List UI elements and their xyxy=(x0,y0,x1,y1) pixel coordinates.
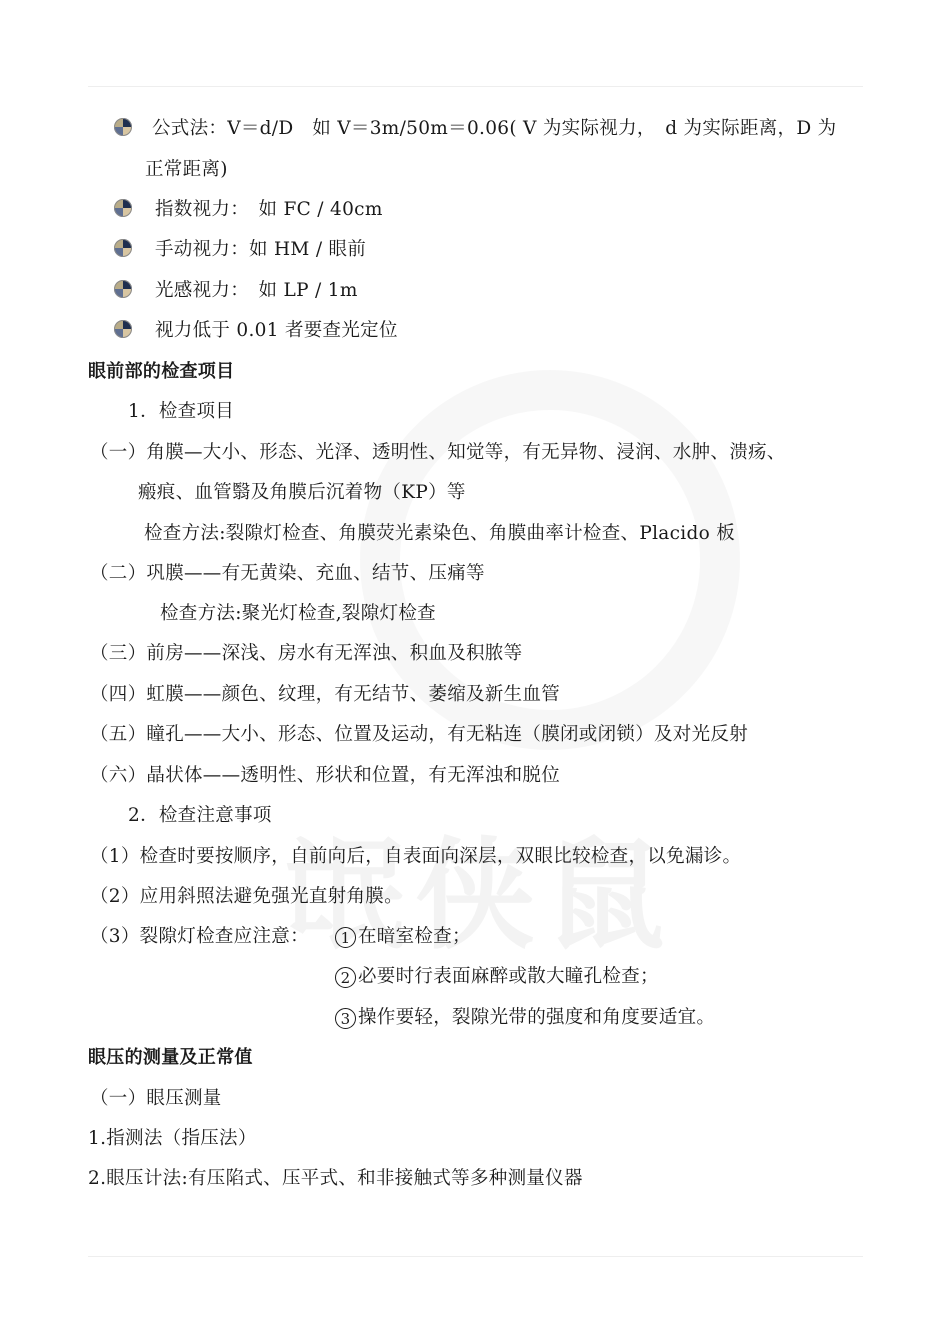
bullet-icon xyxy=(114,280,132,298)
note-1: （1）检查时要按顺序，自前向后，自表面向深层，双眼比较检查，以免漏诊。 xyxy=(90,846,742,867)
bullet-icon xyxy=(114,118,132,136)
cornea-line-1: （一）角膜—大小、形态、光泽、透明性、知觉等，有无异物、浸润、水肿、溃疡、 xyxy=(90,442,786,463)
light-perception-item: 光感视力： 如 LP / 1m xyxy=(155,280,358,301)
top-rule xyxy=(88,86,863,87)
note-3-label: （3）裂隙灯检查应注意： xyxy=(90,926,309,947)
bullet-icon xyxy=(114,320,132,338)
iop-method-2: 2.眼压计法:有压陷式、压平式、和非接触式等多种测量仪器 xyxy=(88,1168,583,1189)
cornea-line-2: 瘢痕、血管翳及角膜后沉着物（KP）等 xyxy=(138,482,466,503)
formula-line-1: 公式法：V＝d/D 如 V＝3m/50m＝0.06( V 为实际视力， d 为实际距离，D 为 xyxy=(152,118,837,139)
note-2: （2）应用斜照法避免强光直射角膜。 xyxy=(90,886,403,907)
lens-item: （六）晶状体——透明性、形状和位置，有无浑浊和脱位 xyxy=(90,765,561,786)
chamber-item: （三）前房——深浅、房水有无浑浊、积血及积脓等 xyxy=(90,643,523,664)
note-3-item xyxy=(335,1007,715,1029)
formula-line-2: 正常距离) xyxy=(145,159,228,180)
anterior-heading: 眼前部的检查项目 xyxy=(88,361,235,382)
circled-number: 1 xyxy=(335,927,356,948)
finger-count-item: 指数视力： 如 FC / 40cm xyxy=(155,199,383,220)
pupil-item: （五）瞳孔——大小、形态、位置及运动，有无粘连（膜闭或闭锁）及对光反射 xyxy=(90,724,749,745)
note-3-item xyxy=(335,926,471,948)
note-3-item-text: 在暗室检查； xyxy=(358,926,471,947)
note-3-item-text: 操作要轻，裂隙光带的强度和角度要适宜。 xyxy=(358,1007,716,1028)
note-3-item-text: 必要时行表面麻醉或散大瞳孔检查； xyxy=(358,966,659,987)
circled-number: 3 xyxy=(335,1008,356,1029)
iop-heading: 眼压的测量及正常值 xyxy=(88,1047,253,1068)
iop-method-1: 1.指测法（指压法） xyxy=(88,1128,257,1149)
cornea-method: 检查方法:裂隙灯检查、角膜荧光素染色、角膜曲率计检查、Placido 板 xyxy=(144,523,736,544)
anterior-subheading-2: 2．检查注意事项 xyxy=(128,805,272,826)
circled-number: 2 xyxy=(335,967,356,988)
anterior-subheading-1: 1．检查项目 xyxy=(128,401,235,422)
hand-motion-item: 手动视力：如 HM / 眼前 xyxy=(155,239,367,260)
bullet-icon xyxy=(114,199,132,217)
bullet-icon xyxy=(114,239,132,257)
iop-subheading: （一）眼压测量 xyxy=(90,1088,222,1109)
light-location-item: 视力低于 0.01 者要查光定位 xyxy=(155,320,398,341)
sclera-method: 检查方法:聚光灯检查,裂隙灯检查 xyxy=(160,603,436,624)
iris-item: （四）虹膜——颜色、纹理，有无结节、萎缩及新生血管 xyxy=(90,684,561,705)
sclera-item: （二）巩膜——有无黄染、充血、结节、压痛等 xyxy=(90,563,485,584)
note-3-item xyxy=(335,966,659,988)
bottom-rule xyxy=(88,1256,863,1257)
